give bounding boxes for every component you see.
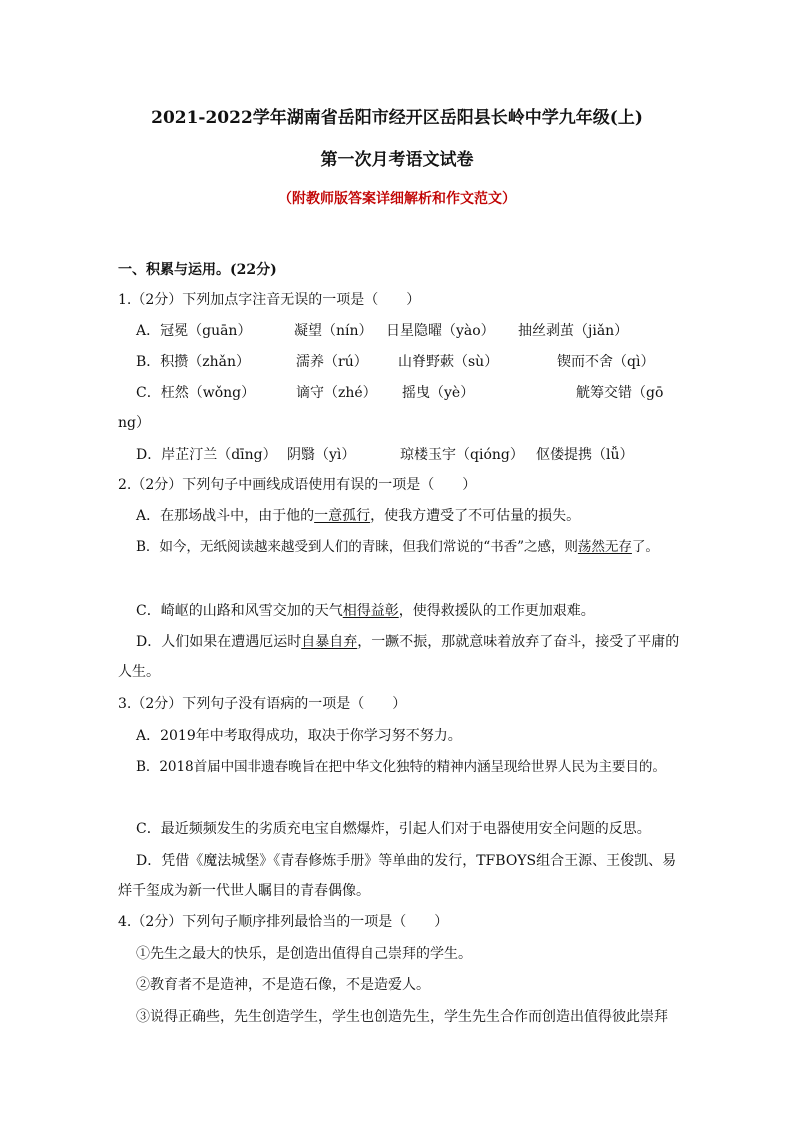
q3-option-d-wrap: 烊千玺成为新一代世人瞩目的青春偶像。 — [118, 883, 370, 899]
q3-option-c: C．最近频频发生的劣质充电宝自燃爆炸，引起人们对于电器使用安全问题的反思。 — [136, 821, 651, 837]
q1-option-b-1: B．积攒（zhǎn） — [136, 354, 251, 370]
q1-option-b-3: 山脊野蔌（sù） — [398, 354, 499, 370]
q2-option-c-idiom: 相得益彰 — [342, 603, 399, 619]
q4-sentence-3: ③说得正确些，先生创造学生，学生也创造先生，学生先生合作而创造出值得彼此崇拜 — [136, 1009, 668, 1025]
q2-option-a — [136, 506, 580, 526]
q1-option-c-3: 摇曳（yè） — [402, 385, 475, 401]
q2-option-c-text: C．崎岖的山路和风雪交加的天气 — [136, 603, 343, 619]
q1-option-a-3: 日星隐曜（yào） — [386, 323, 495, 339]
section-heading: 一、积累与运用。(22分) — [118, 262, 277, 278]
exam-title-line1: 2021-2022学年湖南省岳阳市经开区岳阳县长岭中学九年级(上) — [151, 108, 643, 128]
question-4-stem: 4.（2分）下列句子顺序排列最恰当的一项是（ ） — [118, 914, 449, 930]
q2-option-a-text: A．在那场战斗中，由于他的 — [136, 508, 315, 524]
q1-option-a-2: 凝望（nín） — [294, 323, 373, 339]
q2-option-c — [136, 601, 595, 621]
question-2-stem: 2.（2分）下列句子中画线成语使用有误的一项是（ ） — [118, 477, 477, 493]
q1-option-c-1: C．枉然（wǒng） — [136, 385, 256, 401]
q1-option-d-4: 伛偻提携（lǚ） — [536, 447, 634, 463]
exam-subtitle: （附教师版答案详细解析和作文范文） — [278, 191, 516, 207]
q4-sentence-2: ②教育者不是造神，不是造石像，不是造爱人。 — [136, 977, 430, 993]
q3-option-b: B．2018首届中国非遗春晚旨在把中华文化独特的精神内涵呈现给世界人民为主要目的。 — [136, 759, 666, 775]
q1-option-b-2: 濡养（rú） — [296, 354, 368, 370]
q2-option-d-idiom: 自暴自弃 — [301, 634, 358, 650]
q1-option-a-4: 抽丝剥茧（jiǎn） — [518, 323, 629, 339]
q1-option-c-wrap: ng） — [118, 415, 150, 431]
q2-option-b-idiom: 荡然无存 — [577, 539, 632, 555]
q2-option-d-text-end: ，一蹶不振，那就意味着放弃了奋斗，接受了平庸的 — [357, 634, 680, 650]
question-1-stem: 1.（2分）下列加点字注音无误的一项是（ ） — [118, 292, 421, 308]
q1-option-c-2: 谪守（zhé） — [296, 385, 377, 401]
q2-option-a-idiom: 一意孤行 — [314, 508, 371, 524]
exam-title-line2: 第一次月考语文试卷 — [320, 150, 474, 170]
q2-option-b-text-end: 了。 — [631, 539, 659, 555]
q1-option-b-4: 锲而不舍（qì） — [557, 354, 655, 370]
q1-option-c-4: 觥筹交错（gō — [576, 385, 664, 401]
q2-option-a-text-end: ，使我方遭受了不可估量的损失。 — [370, 508, 581, 524]
q1-option-d-1: D．岸芷汀兰（dīng） — [136, 447, 277, 463]
q1-option-a-1: A．冠冕（guān） — [136, 323, 252, 339]
question-3-stem: 3.（2分）下列句子没有语病的一项是（ ） — [118, 696, 407, 712]
q1-option-d-3: 琼楼玉宇（qióng） — [400, 447, 524, 463]
q1-option-d-2: 阴翳（yì） — [287, 447, 356, 463]
q3-option-d: D．凭借《魔法城堡》《青春修炼手册》等单曲的发行，TFBOYS组合王源、王俊凯、易 — [136, 853, 677, 869]
q2-option-d-text: D．人们如果在遭遇厄运时 — [136, 634, 302, 650]
q2-option-b — [136, 537, 659, 557]
q2-option-d-wrap: 人生。 — [118, 664, 160, 680]
q3-option-a: A．2019年中考取得成功，取决于你学习努不努力。 — [136, 728, 462, 744]
q2-option-d — [136, 632, 679, 652]
q2-option-c-text-end: ，使得救援队的工作更加艰难。 — [398, 603, 595, 619]
q4-sentence-1: ①先生之最大的快乐，是创造出值得自己崇拜的学生。 — [136, 946, 472, 962]
q2-option-b-text: B．如今，无纸阅读越来越受到人们的青睐，但我们常说的“书香”之感，则 — [136, 539, 578, 555]
